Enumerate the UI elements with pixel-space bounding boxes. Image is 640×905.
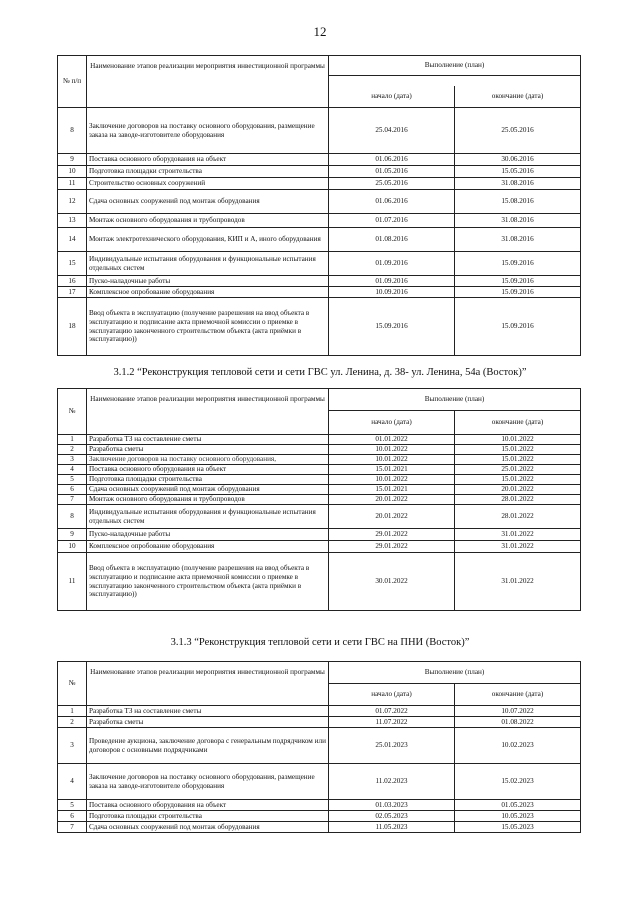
header-end: окончание (дата) xyxy=(455,86,581,108)
table-row: 10 Подготовка площадки строительства 01.05.2016 15.05.2016 xyxy=(58,166,581,178)
table-row: 3 Проведение аукциона, заключение договора с генеральным подрядчиком или договоров с основными подрядчиками 25.01.2023 10.02.2023 xyxy=(58,728,581,764)
header-start: начало (дата) xyxy=(329,411,455,435)
table-row: 1 Разработка ТЗ на составление сметы 01.01.2022 10.01.2022 xyxy=(58,435,581,445)
header-num: № xyxy=(58,662,87,706)
table-row: 7 Сдача основных сооружений под монтаж оборудования 11.05.2023 15.05.2023 xyxy=(58,822,581,833)
header-num: № xyxy=(58,389,87,435)
header-period: Выполнение (план) xyxy=(329,56,581,76)
section-title-3-1-3: 3.1.3 “Реконструкция тепловой сети и сети ГВС на ПНИ (Восток)” xyxy=(170,637,470,648)
header-start: начало (дата) xyxy=(329,684,455,706)
table-row: 14 Монтаж электротехнического оборудования, КИП и А, иного оборудования 01.08.2016 31.08.2016 xyxy=(58,228,581,252)
table-row: 4 Поставка основного оборудования на объект 15.01.2021 25.01.2022 xyxy=(58,465,581,475)
table-row: 9 Пуско-наладочные работы 29.01.2022 31.01.2022 xyxy=(58,529,581,541)
header-end: окончание (дата) xyxy=(455,684,581,706)
table-row: 7 Монтаж основного оборудования и трубопроводов 20.01.2022 28.01.2022 xyxy=(58,495,581,505)
table-row: 12 Сдача основных сооружений под монтаж оборудования 01.06.2016 15.08.2016 xyxy=(58,190,581,214)
table-row: 2 Разработка сметы 10.01.2022 15.01.2022 xyxy=(58,445,581,455)
table-row: 6 Сдача основных сооружений под монтаж оборудования 15.01.2021 20.01.2022 xyxy=(58,485,581,495)
schedule-table-2 xyxy=(57,388,581,611)
table-row: 11 Ввод объекта в эксплуатацию (получение разрешения на ввод объекта в эксплуатацию и подписание акта приемочной комиссии о приемке в эксплуатацию законченного строительством объекта (акта приёмки в эксплуатацию)) 30.01.2022 31.01.2022 xyxy=(58,553,581,611)
header-num: № п/п xyxy=(58,56,87,108)
table-row: 11 Строительство основных сооружений 25.05.2016 31.08.2016 xyxy=(58,178,581,190)
table-row: 18 Ввод объекта в эксплуатацию (получение разрешения на ввод объекта в эксплуатацию и подписание акта приемочной комиссии о приемке в эксплуатацию законченного строительством объекта (акта приёмки в эксплуатацию)) 15.09.2016 15.09.2016 xyxy=(58,298,581,356)
table-row: 9 Поставка основного оборудования на объект 01.06.2016 30.06.2016 xyxy=(58,154,581,166)
table-row: 8 Индивидуальные испытания оборудования и функциональные испытания отдельных систем 20.01.2022 28.01.2022 xyxy=(58,505,581,529)
header-end: окончание (дата) xyxy=(455,411,581,435)
header-period: Выполнение (план) xyxy=(329,389,581,411)
table-row: 10 Комплексное опробование оборудования 29.01.2022 31.01.2022 xyxy=(58,541,581,553)
table-row: 8 Заключение договоров на поставку основного оборудования, размещение заказа на заводе-изготовителе оборудования 25.04.2016 25.05.2016 xyxy=(58,108,581,154)
table-row: 5 Подготовка площадки строительства 10.01.2022 15.01.2022 xyxy=(58,475,581,485)
table-row: 13 Монтаж основного оборудования и трубопроводов 01.07.2016 31.08.2016 xyxy=(58,214,581,228)
table-row: 17 Комплексное опробование оборудования 10.09.2016 15.09.2016 xyxy=(58,287,581,298)
header-period: Выполнение (план) xyxy=(329,662,581,684)
header-name: Наименование этапов реализации мероприятия инвестиционной программы xyxy=(87,662,329,706)
table-row: 1 Разработка ТЗ на составление сметы 01.07.2022 10.07.2022 xyxy=(58,706,581,717)
table-row: 15 Индивидуальные испытания оборудования и функциональные испытания отдельных систем 01.09.2016 15.09.2016 xyxy=(58,252,581,276)
table-row: 6 Подготовка площадки строительства 02.05.2023 10.05.2023 xyxy=(58,811,581,822)
schedule-table-3 xyxy=(57,661,581,833)
table-row: 5 Поставка основного оборудования на объект 01.03.2023 01.05.2023 xyxy=(58,800,581,811)
table-row: 2 Разработка сметы 11.07.2022 01.08.2022 xyxy=(58,717,581,728)
section-title-3-1-2: 3.1.2 “Реконструкция тепловой сети и сети ГВС ул. Ленина, д. 38- ул. Ленина, 54а (Восток)” xyxy=(113,367,527,378)
page-number: 12 xyxy=(313,24,327,39)
table-row: 3 Заключение договоров на поставку основного оборудования, 10.01.2022 15.01.2022 xyxy=(58,455,581,465)
header-start: начало (дата) xyxy=(329,86,455,108)
schedule-table-1 xyxy=(57,55,581,356)
header-name: Наименование этапов реализации мероприятия инвестиционной программы xyxy=(87,389,329,435)
table-row: 16 Пуско-наладочные работы 01.09.2016 15.09.2016 xyxy=(58,276,581,287)
table-row: 4 Заключение договоров на поставку основного оборудования, размещение заказа на заводе-изготовителе оборудования 11.02.2023 15.02.2023 xyxy=(58,764,581,800)
header-name: Наименование этапов реализации мероприятия инвестиционной программы xyxy=(87,56,329,108)
